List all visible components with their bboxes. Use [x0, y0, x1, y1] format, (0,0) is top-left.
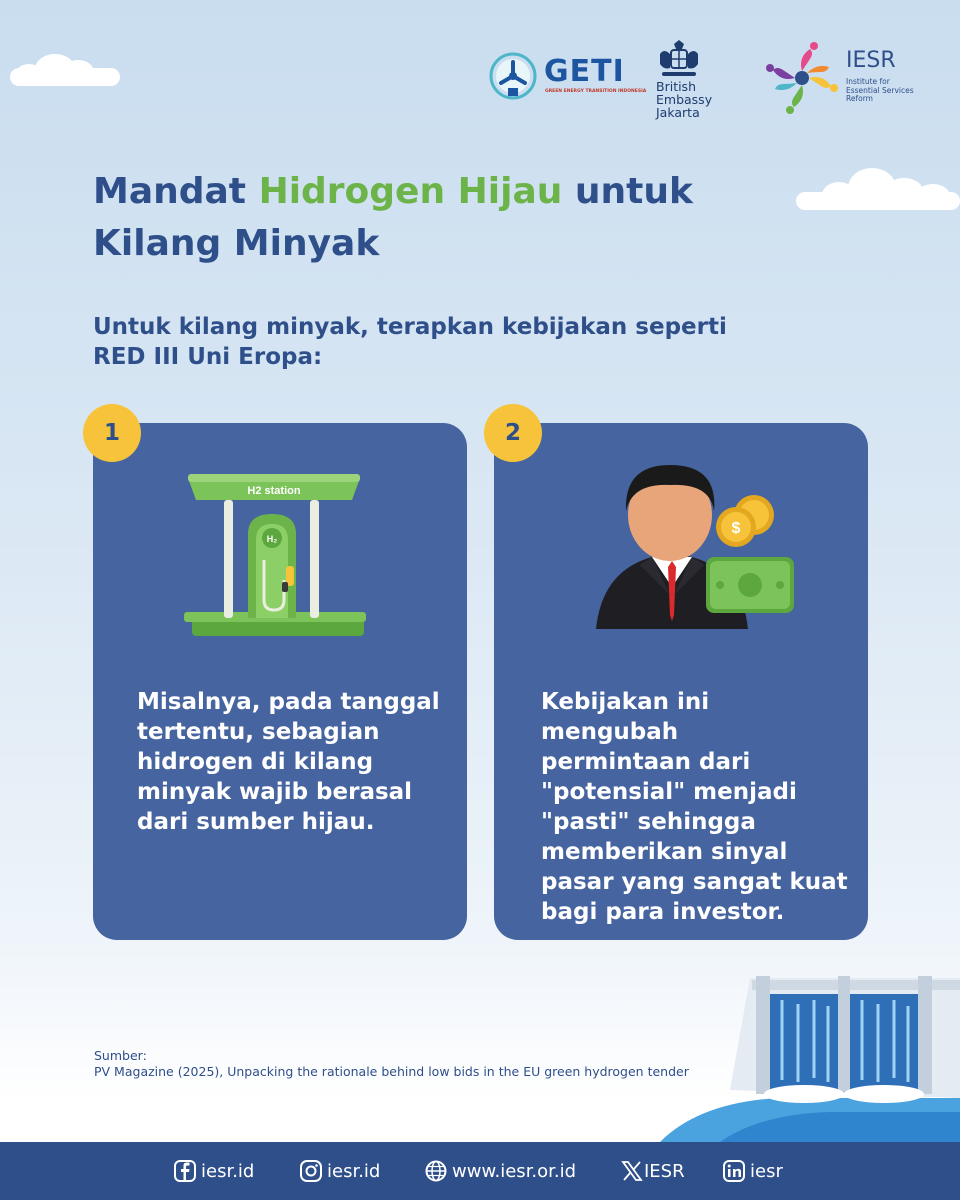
- geti-emblem-icon: [488, 46, 538, 106]
- linkedin-icon: [723, 1160, 745, 1182]
- facebook-icon: [174, 1160, 196, 1182]
- card-number-badge-2: 2: [484, 404, 542, 462]
- investor-money-icon: [594, 465, 800, 633]
- card-1-line: Misalnya, pada tanggal: [137, 689, 440, 715]
- footer-x-text: IESR: [644, 1160, 685, 1182]
- globe-icon: [425, 1160, 447, 1182]
- cloud-right: [796, 166, 960, 210]
- source-text: PV Magazine (2025), Unpacking the rationale behind low bids in the EU green hydrogen tender: [94, 1064, 689, 1079]
- footer-website[interactable]: [425, 1142, 576, 1200]
- iesr-swirl-icon: [764, 40, 840, 116]
- card-1-line: minyak wajib berasal: [137, 779, 413, 805]
- card-2-line: Kebijakan ini mengubah: [541, 689, 710, 745]
- h2-station-icon: [184, 470, 368, 642]
- geti-logo: [488, 44, 647, 110]
- footer-instagram-text: iesr.id: [327, 1160, 381, 1182]
- card-2-line: bagi para investor.: [541, 899, 785, 925]
- source-citation: [94, 1048, 689, 1080]
- card-2-text: [541, 687, 851, 927]
- page-title: [93, 166, 713, 270]
- iesr-line3: Reform: [846, 94, 873, 103]
- footer-facebook-text: iesr.id: [201, 1160, 255, 1182]
- card-1-line: hidrogen di kilang: [137, 749, 374, 775]
- card-number-badge-1: 1: [83, 404, 141, 462]
- footer-bar: [0, 1142, 960, 1200]
- card-1-line: dari sumber hijau.: [137, 809, 375, 835]
- title-highlight: Hidrogen Hijau: [258, 171, 563, 212]
- card-1-text: [137, 687, 447, 837]
- card-1-line: tertentu, sebagian: [137, 719, 380, 745]
- iesr-name: IESR: [846, 48, 896, 73]
- card-2-line: pasar yang sangat kuat: [541, 869, 848, 895]
- iesr-fullname: [846, 78, 928, 104]
- geti-name: GETI: [544, 54, 625, 89]
- h2-symbol: H₂: [266, 534, 278, 544]
- title-line2: Kilang Minyak: [93, 223, 380, 264]
- card-2-line: "pasti" sehingga: [541, 809, 756, 835]
- royal-crest-icon: [656, 40, 702, 80]
- embassy-line1: British Embassy: [656, 79, 713, 107]
- footer-linkedin-text: iesr: [750, 1160, 783, 1182]
- cloud-left: [0, 52, 130, 86]
- embassy-line2: Jakarta: [656, 105, 700, 120]
- embassy-text: [656, 80, 756, 119]
- footer-linkedin[interactable]: [723, 1142, 783, 1200]
- source-label: Sumber:: [94, 1048, 147, 1063]
- partner-logos: [488, 40, 928, 118]
- footer-facebook[interactable]: [174, 1142, 254, 1200]
- iesr-line1: Institute for: [846, 77, 890, 86]
- station-sign-label: H2 station: [247, 485, 301, 497]
- footer-x[interactable]: [621, 1142, 685, 1200]
- iesr-logo: [764, 40, 928, 118]
- title-part1: Mandat: [93, 171, 259, 212]
- british-embassy-logo: [656, 40, 756, 118]
- geti-subtitle: GREEN ENERGY TRANSITION INDONESIA: [545, 89, 647, 94]
- title-part2: untuk: [562, 171, 693, 212]
- subtitle-line2: RED III Uni Eropa:: [93, 344, 323, 370]
- svg-text:$: $: [731, 520, 741, 537]
- iesr-line2: Essential Services: [846, 85, 914, 95]
- page-subtitle: [93, 312, 753, 372]
- footer-website-text: www.iesr.or.id: [452, 1160, 577, 1182]
- card-2-line: "potensial" menjadi: [541, 779, 797, 805]
- card-2-line: permintaan dari: [541, 749, 751, 775]
- footer-instagram[interactable]: [300, 1142, 380, 1200]
- hydro-dam-icon: [660, 970, 960, 1142]
- subtitle-line1: Untuk kilang minyak, terapkan kebijakan seperti: [93, 314, 727, 340]
- x-icon: [621, 1160, 643, 1182]
- instagram-icon: [300, 1160, 322, 1182]
- card-2-line: memberikan sinyal: [541, 839, 788, 865]
